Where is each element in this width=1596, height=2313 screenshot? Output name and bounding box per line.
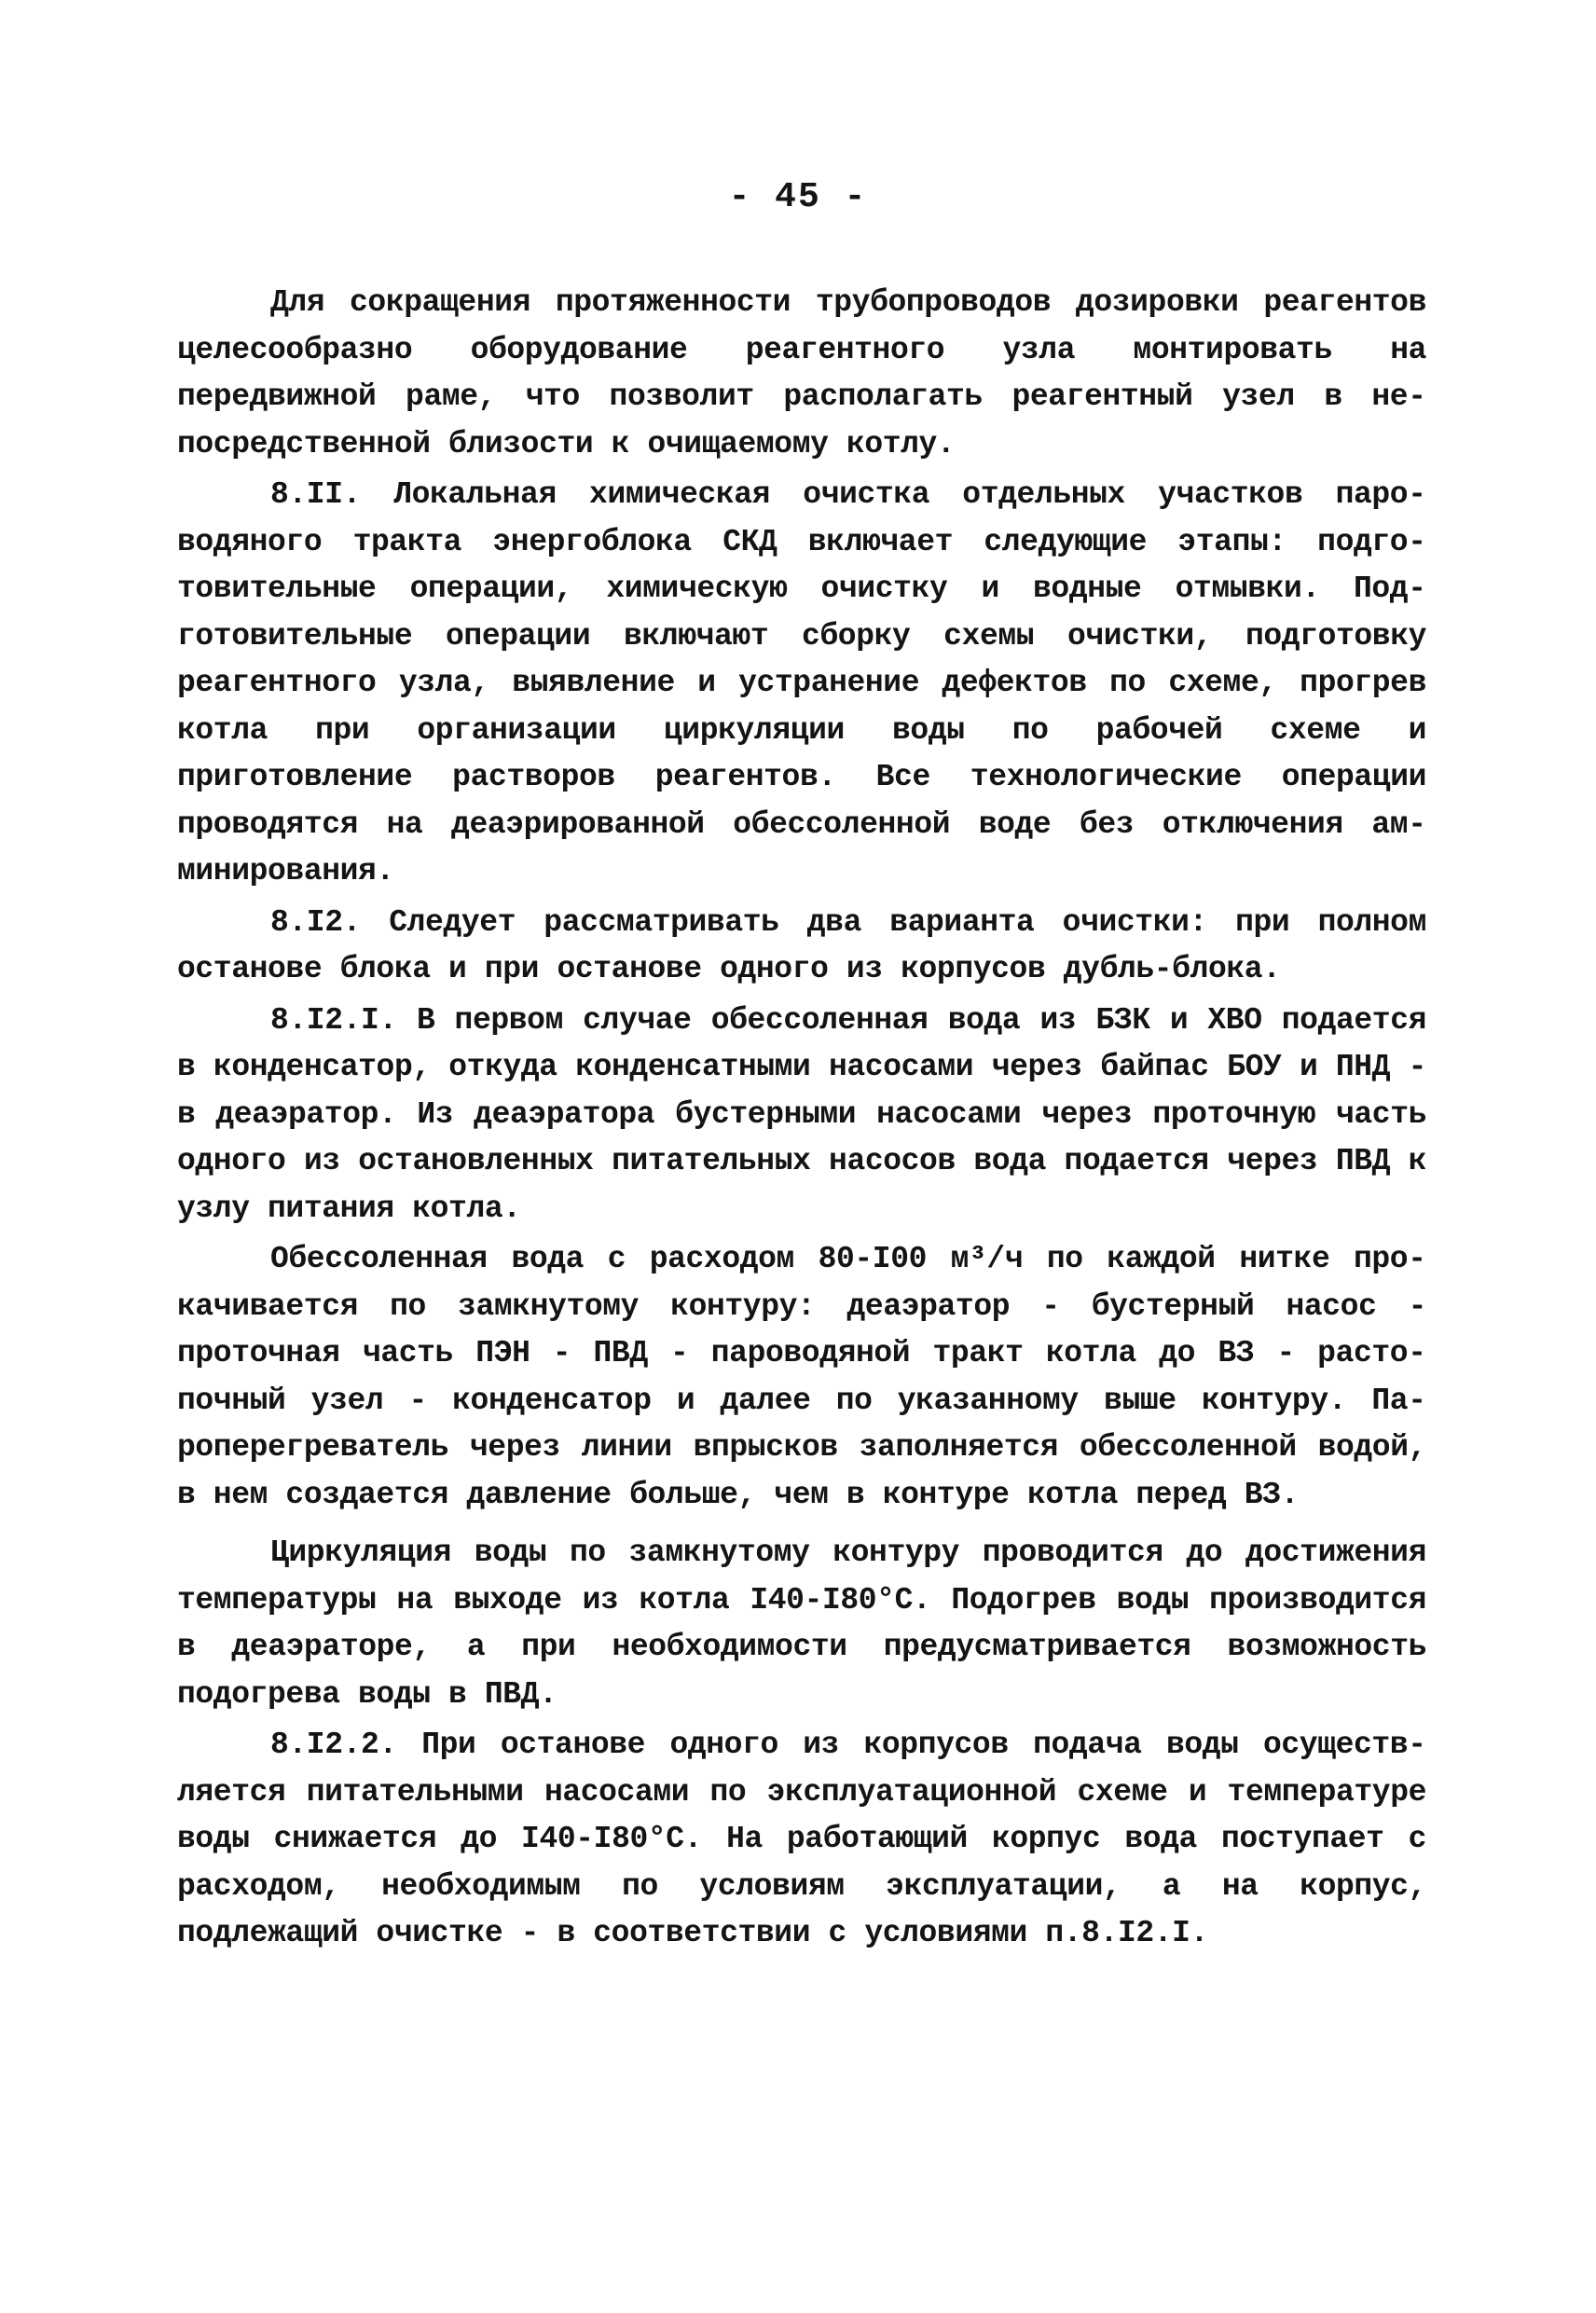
paragraph-8-11: 8.II. Локальная химическая очистка отдельных участков пароводяного тракта энергоблока СКД включает следующие этапы: подготовительные операции, химическую очистку и водные отмывки. Подготовительные операции включают сборку схемы очистки, подготовку реагентного узла, выявление и устранение дефектов по схеме, прогрев котла при организации циркуляции воды по рабочей схеме и приготовление растворов реагентов. Все технологические операции проводятся на деаэрированной обессоленной воде без отключения амминирования.	[177, 477, 1426, 888]
paragraph-circulation-flow: Обессоленная вода с расходом 80-I00 м³/ч по каждой нитке прокачивается по замкнутому контуру: деаэратор - бустерный насос - проточная часть ПЭН - ПВД - пароводяной тракт котла до ВЗ - растопочный узел - конденсатор и далее по указанному выше контуру. Пароперегреватель через линии впрысков заполняется обессоленной водой, в нем создается давление больше, чем в контуре котла перед ВЗ.	[177, 1242, 1426, 1512]
paragraph-8-12-1: 8.I2.I. В первом случае обессоленная вода из БЗК и ХВО подается в конденсатор, откуда конденсатными насосами через байпас БОУ и ПНД - в деаэратор. Из деаэратора бустерными насосами через проточную часть одного из остановленных питательных насосов вода подается через ПВД к узлу питания котла.	[177, 1002, 1426, 1226]
paragraph-8-12: 8.I2. Следует рассматривать два варианта очистки: при полном останове блока и при останове одного из корпусов дубль-блока.	[177, 904, 1426, 986]
paragraph-reagent-unit: Для сокращения протяженности трубопроводов дозировки реагентов целесообразно оборудование реагентного узла монтировать на передвижной раме, что позволит располагать реагентный узел в непосредственной близости к очищаемому котлу.	[177, 285, 1426, 461]
page-number: - 45 -	[728, 177, 868, 217]
paragraph-circulation-heating: Циркуляция воды по замкнутому контуру проводится до достижения температуры на выходе из котла I40-I80°С. Подогрев воды производится в деаэраторе, а при необходимости предусматривается возможность подогрева воды в ПВД.	[177, 1535, 1426, 1712]
paragraph-8-12-2: 8.I2.2. При останове одного из корпусов подача воды осуществляется питательными насосами по эксплуатационной схеме и температуре воды снижается до I40-I80°С. На работающий корпус вода поступает с расходом, необходимым по условиям эксплуатации, а на корпус, подлежащий очистке - в соответствии с условиями п.8.I2.I.	[177, 1728, 1426, 1950]
body-text	[177, 280, 1426, 1958]
